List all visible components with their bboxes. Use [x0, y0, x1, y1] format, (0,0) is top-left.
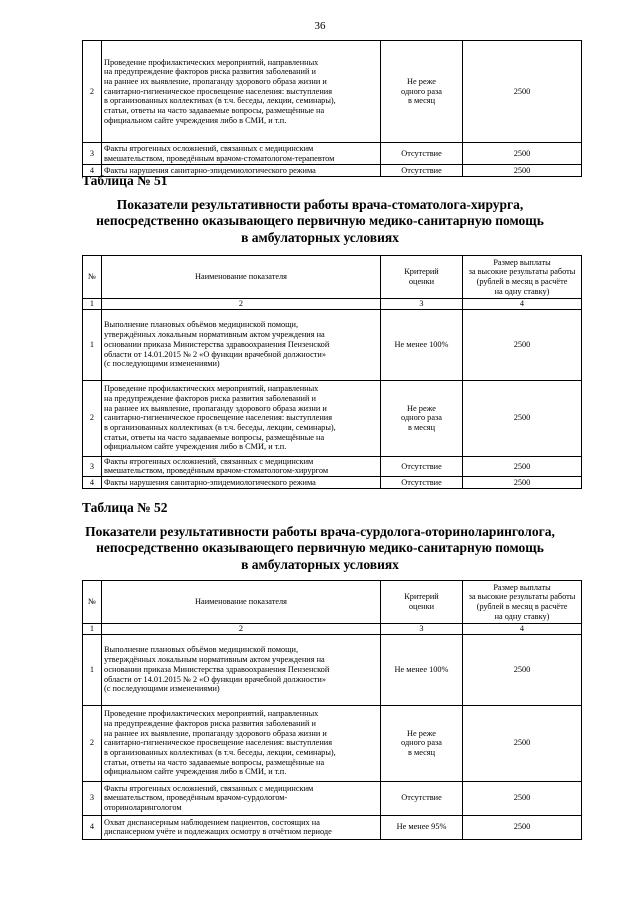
cell-line: (с последующими изменениями): [104, 684, 220, 694]
table-52-label: Таблица № 52: [82, 500, 168, 515]
cell-line: (рублей в месяц в расчёте: [476, 602, 568, 611]
cell-line: утверждённых локальным нормативным актом учреждения на: [104, 330, 325, 340]
cell-line: статьи, ответы на часто задаваемые вопросы, размещённые на: [104, 757, 325, 767]
cell-line: Отсутствие: [401, 793, 442, 803]
cell-line: в месяц: [407, 423, 436, 433]
criterion: [381, 380, 463, 456]
cell-line: Отсутствие: [401, 148, 442, 158]
row-number: 3: [83, 143, 102, 165]
cell-line: в организованных коллективах (в т.ч. беседы, лекции, семинары),: [104, 96, 336, 106]
payment-amount: 2500: [463, 380, 582, 456]
cell-line: Размер выплаты: [493, 582, 551, 592]
title-line: Показатели результативности работы врача-сурдолога-оториноларинголога,: [85, 524, 555, 539]
cell-line: Проведение профилактических мероприятий, направленных: [104, 384, 319, 394]
page-number: 36: [314, 20, 326, 32]
header-row: [83, 581, 582, 624]
column-index: 3: [381, 299, 463, 310]
criterion: [381, 815, 463, 839]
cell-line: диспансерном учёте и подлежащих осмотру в отчётном периоде: [104, 827, 332, 837]
cell-line: Отсутствие: [401, 461, 442, 471]
criterion: [381, 634, 463, 705]
cell-line: Критерий: [404, 592, 439, 602]
col-header-payment: [463, 256, 582, 299]
cell-line: вмешательством, проведённым врачом-стоматологом-хирургом: [104, 466, 329, 476]
cell-line: Факты нарушения санитарно-эпидемиологического режима: [104, 165, 316, 175]
cell-line: одного раза: [401, 86, 442, 96]
cell-line: вмешательством, проведённым врачом-стоматологом-терапевтом: [104, 153, 335, 163]
title-line: Показатели результативности работы врача-стоматолога-хирурга,: [116, 197, 524, 212]
table-row: [83, 456, 582, 476]
payment-amount: 2500: [463, 815, 582, 839]
payment-amount: 2500: [463, 477, 582, 489]
payment-amount: 2500: [463, 165, 582, 177]
indicators-table-continued: [82, 40, 582, 177]
cell-line: Не менее 95%: [396, 822, 447, 832]
cell-line: вмешательством, проведённым врачом-сурдологом-: [104, 793, 288, 803]
criterion: [381, 143, 463, 165]
cell-line: одного раза: [401, 413, 442, 423]
cell-line: оценки: [408, 277, 435, 286]
indicator-name: [102, 380, 381, 456]
table-row: [83, 309, 582, 380]
cell-line: Не реже: [407, 76, 436, 86]
cell-line: (рублей в месяц в расчёте: [476, 277, 568, 286]
table-row: [83, 705, 582, 781]
column-index: 3: [381, 624, 463, 635]
cell-line: Не менее 100%: [394, 339, 449, 349]
indicator-name: [102, 456, 381, 476]
cell-line: основании приказа Министерства здравоохранения Пензенской: [104, 664, 330, 674]
col-header-criterion: [381, 581, 463, 624]
column-index: 2: [102, 624, 381, 635]
table-51: [82, 255, 582, 489]
table-row: [83, 781, 582, 815]
title-line: в амбулаторных условиях: [241, 556, 399, 572]
cell-line: (с последующими изменениями): [104, 359, 220, 369]
title-line: в амбулаторных условиях: [241, 229, 399, 245]
cell-line: области от 14.01.2015 № 2 «О функции врачебной должности»: [104, 674, 326, 684]
cell-line: официальном сайте учреждения либо в СМИ, и т.п.: [104, 115, 287, 125]
row-number: 4: [83, 815, 102, 839]
cell-line: официальном сайте учреждения либо в СМИ, и т.п.: [104, 767, 287, 777]
title-line: непосредственно оказывающего первичную медико-санитарную помощь: [96, 540, 544, 556]
row-number: 2: [83, 705, 102, 781]
criterion: [381, 309, 463, 380]
indicator-name: [102, 815, 381, 839]
cell-line: статьи, ответы на часто задаваемые вопросы, размещённые на: [104, 432, 325, 442]
column-index: 4: [463, 299, 582, 310]
indicator-name: [102, 41, 381, 143]
col-header-number: №: [83, 256, 102, 299]
column-index: 2: [102, 299, 381, 310]
cell-line: Не реже: [407, 403, 436, 413]
cell-line: санитарно-гигиеническое просвещение населения: выступления: [104, 413, 333, 423]
cell-line: Проведение профилактических мероприятий, направленных: [104, 709, 319, 719]
indicator-name: [102, 477, 381, 489]
payment-amount: 2500: [463, 634, 582, 705]
table-row: [83, 41, 582, 143]
row-number: 1: [83, 309, 102, 380]
row-number: 4: [83, 477, 102, 489]
cell-line: на предупреждение факторов риска развития заболеваний и: [104, 67, 316, 77]
cell-line: на раннее их выявление, пропаганду здорового образа жизни и: [104, 76, 327, 86]
row-number: 4: [83, 165, 102, 177]
cell-line: оценки: [408, 602, 435, 611]
cell-line: Размер выплаты: [493, 257, 551, 267]
indicator-name: [102, 705, 381, 781]
row-number: 3: [83, 456, 102, 476]
cell-line: Отсутствие: [401, 165, 442, 175]
cell-line: в организованных коллективах (в т.ч. беседы, лекции, семинары),: [104, 748, 336, 758]
cell-line: на одну ставку): [494, 611, 550, 621]
cell-line: Отсутствие: [401, 477, 442, 487]
cell-line: в месяц: [407, 748, 436, 758]
cell-line: на одну ставку): [494, 286, 550, 296]
criterion: [381, 41, 463, 143]
cell-line: на раннее их выявление, пропаганду здорового образа жизни и: [104, 403, 327, 413]
cell-line: санитарно-гигиеническое просвещение населения: выступления: [104, 86, 333, 96]
column-index-row: [83, 299, 582, 310]
cell-line: Факты ятрогенных осложнений, связанных с медицинским: [104, 143, 314, 153]
table-row: [83, 380, 582, 456]
table-51-label: Таблица № 51: [82, 173, 168, 188]
criterion: [381, 781, 463, 815]
cell-line: Не реже: [407, 728, 436, 738]
row-number: 3: [83, 781, 102, 815]
cell-line: Критерий: [404, 267, 439, 277]
cell-line: в месяц: [407, 96, 436, 106]
col-header-indicator: Наименование показателя: [102, 256, 381, 299]
payment-amount: 2500: [463, 143, 582, 165]
cell-line: Не менее 100%: [394, 664, 449, 674]
table-52-title: [40, 524, 600, 573]
row-number: 2: [83, 41, 102, 143]
indicator-name: [102, 309, 381, 380]
table-row: [83, 143, 582, 165]
cell-line: санитарно-гигиеническое просвещение населения: выступления: [104, 738, 333, 748]
cell-line: в организованных коллективах (в т.ч. беседы, лекции, семинары),: [104, 423, 336, 433]
payment-amount: 2500: [463, 456, 582, 476]
cell-line: области от 14.01.2015 № 2 «О функции врачебной должности»: [104, 349, 326, 359]
criterion: [381, 705, 463, 781]
table-51-title: [40, 197, 600, 246]
cell-line: оториноларингологом: [104, 803, 182, 813]
cell-line: основании приказа Министерства здравоохранения Пензенской: [104, 339, 330, 349]
header-row: [83, 256, 582, 299]
indicator-name: [102, 143, 381, 165]
criterion: [381, 165, 463, 177]
title-line: непосредственно оказывающего первичную медико-санитарную помощь: [96, 213, 544, 229]
cell-line: за высокие результаты работы: [468, 592, 576, 602]
table-row: [83, 634, 582, 705]
cell-line: статьи, ответы на часто задаваемые вопросы, размещённые на: [104, 106, 325, 116]
criterion: [381, 477, 463, 489]
indicator-name: [102, 781, 381, 815]
cell-line: Факты ятрогенных осложнений, связанных с медицинским: [104, 783, 314, 793]
cell-line: официальном сайте учреждения либо в СМИ, и т.п.: [104, 442, 287, 452]
payment-amount: 2500: [463, 705, 582, 781]
cell-line: на раннее их выявление, пропаганду здорового образа жизни и: [104, 728, 327, 738]
cell-line: на предупреждение факторов риска развития заболеваний и: [104, 718, 316, 728]
payment-amount: 2500: [463, 309, 582, 380]
cell-line: Охват диспансерным наблюдением пациентов, состоящих на: [104, 817, 320, 827]
col-header-indicator: Наименование показателя: [102, 581, 381, 624]
table-row: [83, 477, 582, 489]
cell-line: Факты нарушения санитарно-эпидемиологического режима: [104, 477, 316, 487]
col-header-number: №: [83, 581, 102, 624]
column-index: 4: [463, 624, 582, 635]
column-index: 1: [83, 624, 102, 635]
col-header-payment: [463, 581, 582, 624]
cell-line: утверждённых локальным нормативным актом учреждения на: [104, 655, 325, 665]
column-index-row: [83, 624, 582, 635]
row-number: 2: [83, 380, 102, 456]
column-index: 1: [83, 299, 102, 310]
table-row: [83, 815, 582, 839]
row-number: 1: [83, 634, 102, 705]
cell-line: за высокие результаты работы: [468, 267, 576, 277]
indicator-name: [102, 634, 381, 705]
cell-line: одного раза: [401, 738, 442, 748]
payment-amount: 2500: [463, 781, 582, 815]
table-52: [82, 580, 582, 840]
col-header-criterion: [381, 256, 463, 299]
cell-line: на предупреждение факторов риска развития заболеваний и: [104, 393, 316, 403]
cell-line: Выполнение плановых объёмов медицинской помощи,: [104, 320, 299, 330]
payment-amount: 2500: [463, 41, 582, 143]
cell-line: Выполнение плановых объёмов медицинской помощи,: [104, 645, 299, 655]
cell-line: Проведение профилактических мероприятий, направленных: [104, 57, 319, 67]
cell-line: Факты ятрогенных осложнений, связанных с медицинским: [104, 456, 314, 466]
criterion: [381, 456, 463, 476]
